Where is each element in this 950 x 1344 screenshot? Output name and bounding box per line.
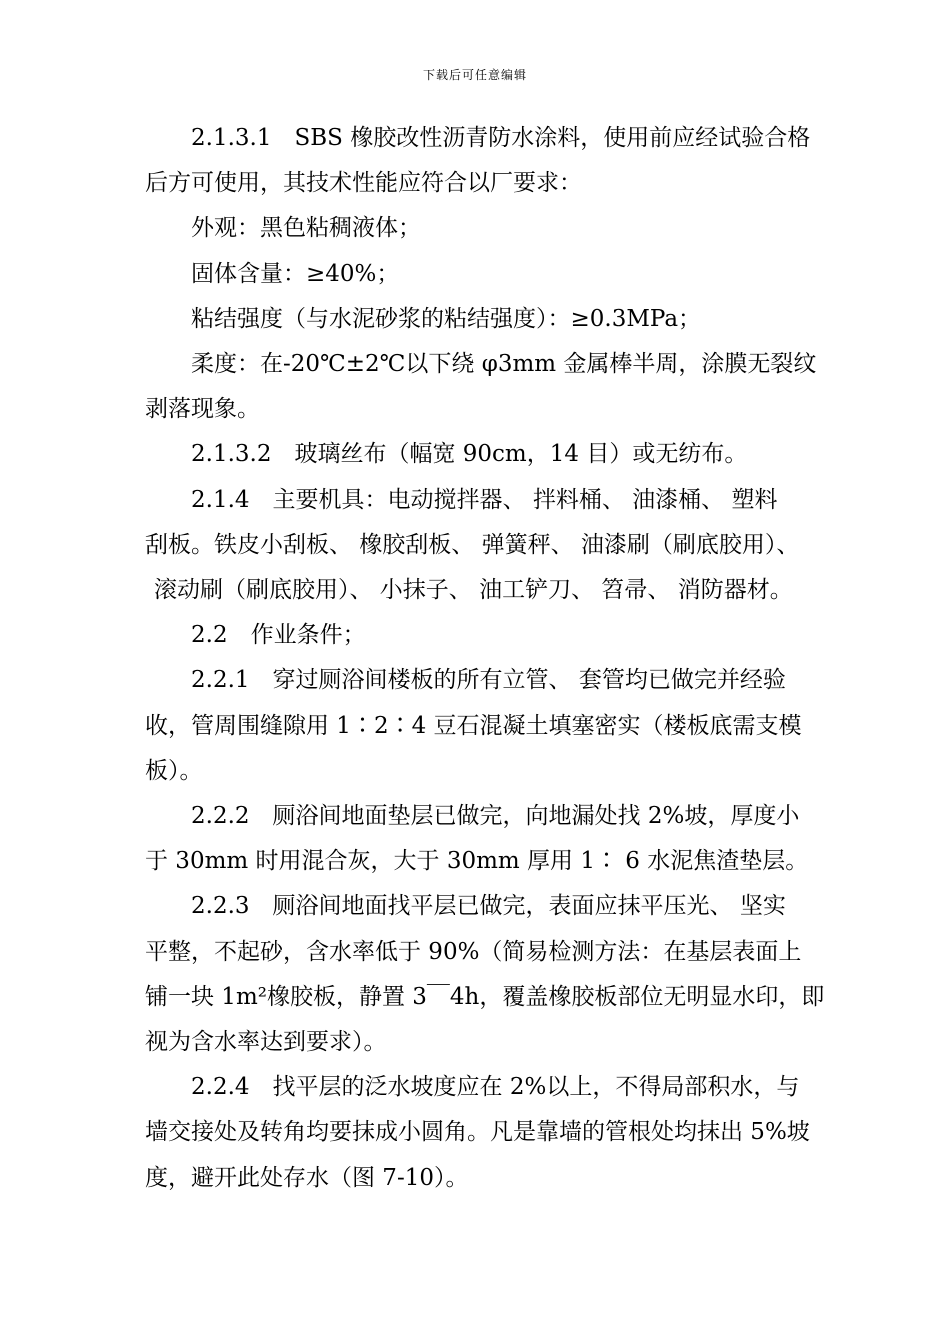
- paragraph-2-2-4: [145, 1065, 815, 1201]
- text-line: 平整，不起砂，含水率低于 90%（简易检测方法：在基层表面上: [145, 938, 802, 965]
- paragraph-flexibility: [145, 342, 815, 432]
- text-line: 2.1.3.2 玻璃丝布（幅宽 90cm，14 目）或无纺布。: [191, 441, 748, 468]
- paragraph-solid-content: [145, 252, 815, 297]
- text-line: 度，避开此处存水（图 7-10）。: [145, 1164, 469, 1191]
- text-line: 粘结强度（与水泥砂浆的粘结强度）：≥0.3MPa；: [191, 305, 702, 332]
- text-line: 2.2.2 厕浴间地面垫层已做完，向地漏处找 2%坡，厚度小: [191, 803, 800, 830]
- paragraph-appearance: [145, 206, 815, 251]
- paragraph-2-2-3: [145, 884, 825, 1065]
- text-line: 柔度：在-20℃±2℃以下绕 φ3mm 金属棒半周，涂膜无裂纹: [191, 351, 817, 378]
- text-line: 2.2.4 找平层的泛水坡度应在 2%以上，不得局部积水，与: [191, 1074, 800, 1101]
- page-header: 下载后可任意编辑: [422, 68, 527, 82]
- text-line: 剥落现象。: [145, 396, 260, 423]
- text-line: 于 30mm 时用混合灰，大于 30mm 厚用 1∶ 6 水泥焦渣垫层。: [145, 848, 809, 875]
- text-line: 外观：黑色粘稠液体；: [191, 215, 421, 242]
- text-line: 铺一块 1m²橡胶板，静置 3￣4h，覆盖橡胶板部位无明显水印，即: [145, 983, 825, 1010]
- text-line: 2.2.3 厕浴间地面找平层已做完，表面应抹平压光、 坚实: [191, 893, 786, 920]
- document-body: [145, 116, 825, 1201]
- paragraph-bond-strength: [145, 297, 815, 342]
- text-line: 墙交接处及转角均要抹成小圆角。凡是靠墙的管根处均抹出 5%坡: [145, 1119, 810, 1146]
- paragraph-2-2: [145, 613, 815, 658]
- text-line: 2.2.1 穿过厕浴间楼板的所有立管、 套管均已做完并经验: [191, 667, 786, 694]
- text-line: 板）。: [145, 757, 203, 784]
- paragraph-2-1-3-1: [145, 116, 815, 206]
- paragraph-2-1-4: [145, 478, 815, 614]
- text-line: 2.1.3.1 SBS 橡胶改性沥青防水涂料，使用前应经试验合格: [191, 125, 811, 151]
- text-line: 视为含水率达到要求）。: [145, 1029, 387, 1056]
- paragraph-2-1-3-2: [145, 432, 815, 477]
- text-line: 固体含量：≥40%；: [191, 260, 400, 287]
- paragraph-2-2-1: [145, 658, 815, 794]
- text-line: 滚动刷（刷底胶用）、 小抹子、 油工铲刀、 笤帚、 消防器材。: [154, 577, 793, 604]
- text-line: 收，管周围缝隙用 1∶2∶4 豆石混凝土填塞密实（楼板底需支模: [145, 712, 802, 739]
- text-line: 后方可使用，其技术性能应符合以厂要求：: [145, 170, 582, 197]
- text-line: 2.1.4 主要机具：电动搅拌器、 拌料桶、 油漆桶、 塑料: [191, 486, 778, 513]
- paragraph-2-2-2: [145, 794, 815, 884]
- text-line: 刮板。铁皮小刮板、 橡胶刮板、 弹簧秤、 油漆刷（刷底胶用）、: [145, 531, 800, 558]
- text-line: 2.2 作业条件；: [191, 622, 366, 649]
